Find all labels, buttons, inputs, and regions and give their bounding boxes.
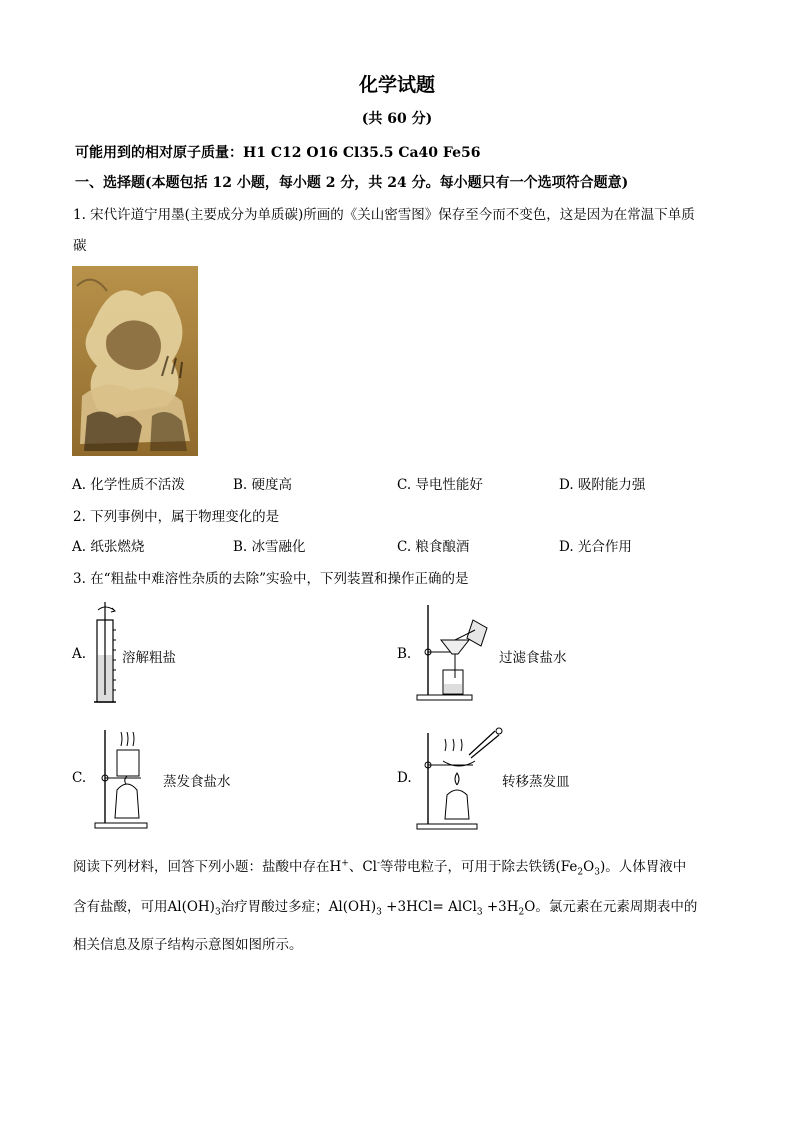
q1-option-b: B. 硬度高 <box>233 477 293 493</box>
reading-line-1: 阅读下列材料，回答下列小题：盐酸中存在H+、Cl-等带电粒子，可用于除去铁锈$(Fe_2O_3)$。人体胃液中 <box>73 858 687 878</box>
q3-option-c-label: 蒸发食盐水 <box>163 774 231 790</box>
q1-option-d: D. 吸附能力强 <box>559 477 646 493</box>
q2-option-d: D. 光合作用 <box>559 539 632 555</box>
atomic-masses: 可能用到的相对原子质量：H1 C12 O16 Cl35.5 Ca40 Fe56 <box>75 145 481 161</box>
transfer-dish-figure <box>415 725 505 831</box>
reading-line-2: 含有盐酸，可用$Al(OH)_3$治疗胃酸过多症；$Al(OH)_3 +3HCl=$ AlCl$_3$ $+3H_2O$。氯元素在元素周期表中的 <box>73 899 698 918</box>
q2-option-c: C. 粮食酿酒 <box>397 539 470 555</box>
evaporation-figure <box>93 728 153 830</box>
q1-stem-line1: 1. 宋代许道宁用墨(主要成分为单质碳)所画的《关山密雪图》保存至今而不变色，这是因为在常温下单质 <box>73 207 695 223</box>
q1-option-a: A. 化学性质不活泼 <box>72 477 185 493</box>
q3-option-a-letter: A. <box>72 646 87 662</box>
q3-option-a-label: 溶解粗盐 <box>122 650 176 666</box>
section-heading: 一、选择题(本题包括 12 小题，每小题 2 分，共 24 分。每小题只有一个选项符合题意) <box>75 175 629 191</box>
q3-option-d-label: 转移蒸发皿 <box>502 774 570 790</box>
q3-option-c-letter: C. <box>72 770 87 786</box>
q2-option-a: A. 纸张燃烧 <box>72 539 145 555</box>
dissolve-cylinder-figure <box>92 600 122 710</box>
filtration-figure <box>415 600 500 702</box>
painting-image <box>72 266 198 456</box>
q3-option-b-letter: B. <box>397 646 412 662</box>
iron-rust-formula: $(Fe_2O_3)$ <box>555 859 606 878</box>
aluminium-hydroxide-formula: $Al(OH)_3$ <box>167 899 221 918</box>
q3-option-d-letter: D. <box>397 770 412 786</box>
page-title: 化学试题 <box>358 74 435 96</box>
q2-stem: 2. 下列事例中，属于物理变化的是 <box>73 509 280 525</box>
reading-line-3: 相关信息及原子结构示意图如图所示。 <box>73 937 303 953</box>
q3-option-b-label: 过滤食盐水 <box>499 650 567 666</box>
q2-option-b: B. 冰雪融化 <box>233 539 306 555</box>
q1-option-c: C. 导电性能好 <box>397 477 483 493</box>
reaction-equation: $Al(OH)_3 +3HCl=$ AlCl$_3$ $+3H_2O$ <box>328 899 536 918</box>
page-subtitle: (共 60 分) <box>361 111 433 127</box>
q1-stem-line2: 碳 <box>73 238 87 254</box>
q3-stem: 3. 在“粗盐中难溶性杂质的去除”实验中，下列装置和操作正确的是 <box>73 571 469 587</box>
